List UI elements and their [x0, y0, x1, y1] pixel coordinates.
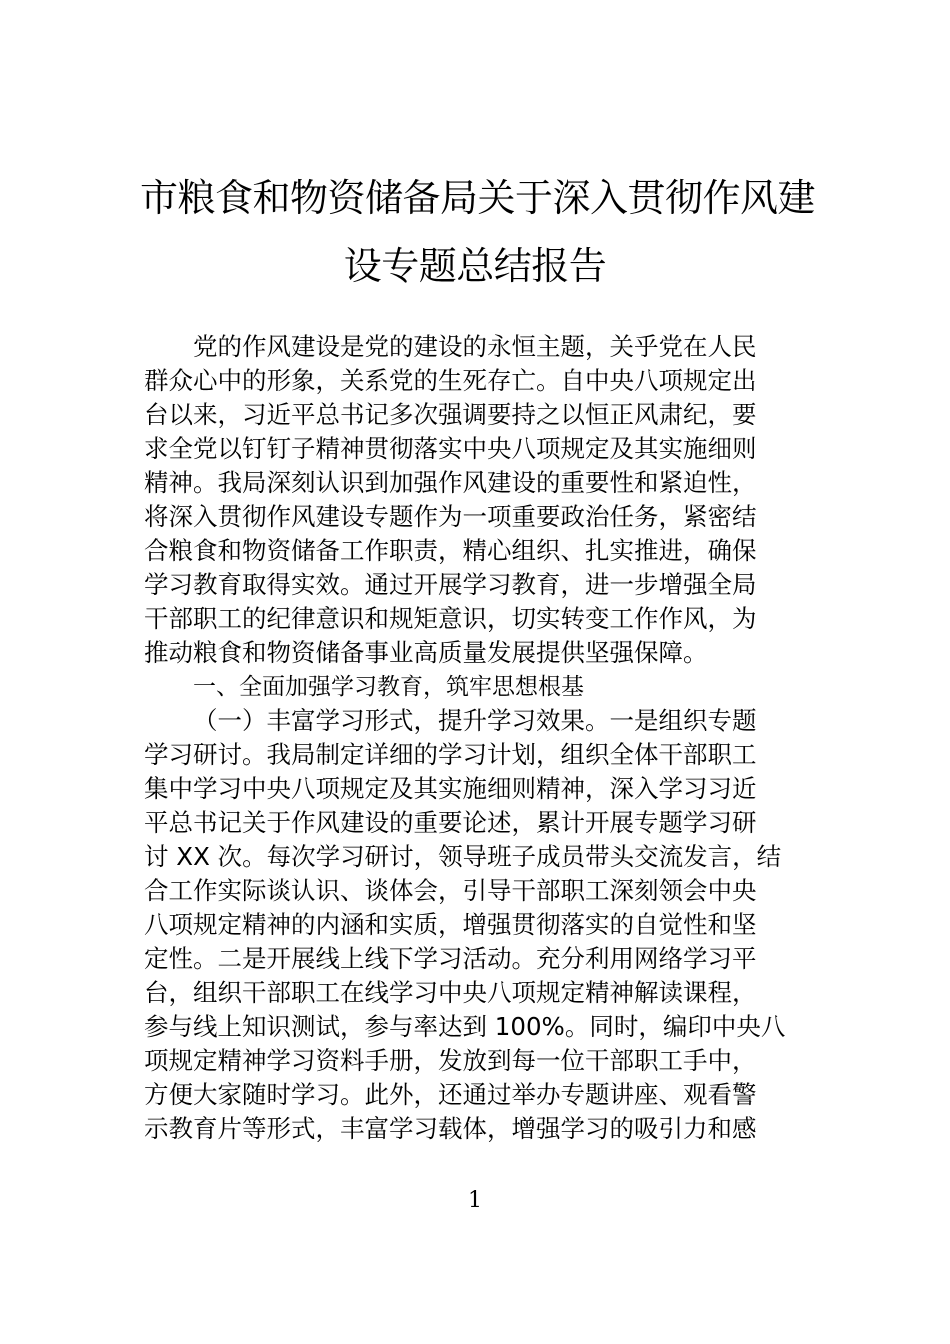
document-title-line-1: 市粮食和物资储备局关于深入贯彻作风建 — [140, 176, 816, 220]
paragraph-line: 讨 XX 次。每次学习研讨，领导班子成员带头交流发言，结 — [144, 842, 782, 871]
paragraph-line: 台以来，习近平总书记多次强调要持之以恒正风肃纪，要 — [144, 400, 757, 429]
paragraph-line: 定性。二是开展线上线下学习活动。充分利用网络学习平 — [144, 944, 757, 973]
paragraph-line: 方便大家随时学习。此外，还通过举办专题讲座、观看警 — [144, 1080, 757, 1109]
paragraph-line: 合粮食和物资储备工作职责，精心组织、扎实推进，确保 — [144, 536, 757, 565]
document-title-line-2: 设专题总结报告 — [343, 244, 607, 288]
paragraph-line: 合工作实际谈认识、谈体会，引导干部职工深刻领会中央 — [144, 876, 757, 905]
document-body — [144, 330, 808, 1146]
paragraph-line: 平总书记关于作风建设的重要论述，累计开展专题学习研 — [144, 808, 757, 837]
paragraph-line: 学习研讨。我局制定详细的学习计划，组织全体干部职工 — [144, 740, 757, 769]
paragraph-line: 参与线上知识测试，参与率达到 100%。同时，编印中央八 — [144, 1012, 786, 1041]
paragraph-line: 将深入贯彻作风建设专题作为一项重要政治任务，紧密结 — [144, 502, 757, 531]
paragraph-line: 群众心中的形象，关系党的生死存亡。自中央八项规定出 — [144, 366, 757, 395]
paragraph-line: 台，组织干部职工在线学习中央八项规定精神解读课程， — [144, 978, 757, 1007]
paragraph-line: 求全党以钉钉子精神贯彻落实中央八项规定及其实施细则 — [144, 434, 757, 463]
paragraph-line: （一）丰富学习形式，提升学习效果。一是组织专题 — [193, 706, 757, 735]
section-heading: 一、全面加强学习教育，筑牢思想根基 — [193, 674, 584, 700]
paragraph-line: 示教育片等形式，丰富学习载体，增强学习的吸引力和感 — [144, 1114, 757, 1143]
paragraph-line: 推动粮食和物资储备事业高质量发展提供坚强保障。 — [144, 638, 708, 667]
paragraph-line: 干部职工的纪律意识和规矩意识，切实转变工作作风，为 — [144, 604, 757, 633]
paragraph-line: 学习教育取得实效。通过开展学习教育，进一步增强全局 — [144, 570, 757, 599]
page-number: 1 — [468, 1188, 482, 1213]
paragraph-line: 精神。我局深刻认识到加强作风建设的重要性和紧迫性， — [144, 468, 757, 497]
paragraph-line: 八项规定精神的内涵和实质，增强贯彻落实的自觉性和坚 — [144, 910, 757, 939]
paragraph-line: 项规定精神学习资料手册，发放到每一位干部职工手中， — [144, 1046, 757, 1075]
paragraph-line: 党的作风建设是党的建设的永恒主题，关乎党在人民 — [193, 332, 757, 361]
paragraph-line: 集中学习中央八项规定及其实施细则精神，深入学习习近 — [144, 774, 757, 803]
